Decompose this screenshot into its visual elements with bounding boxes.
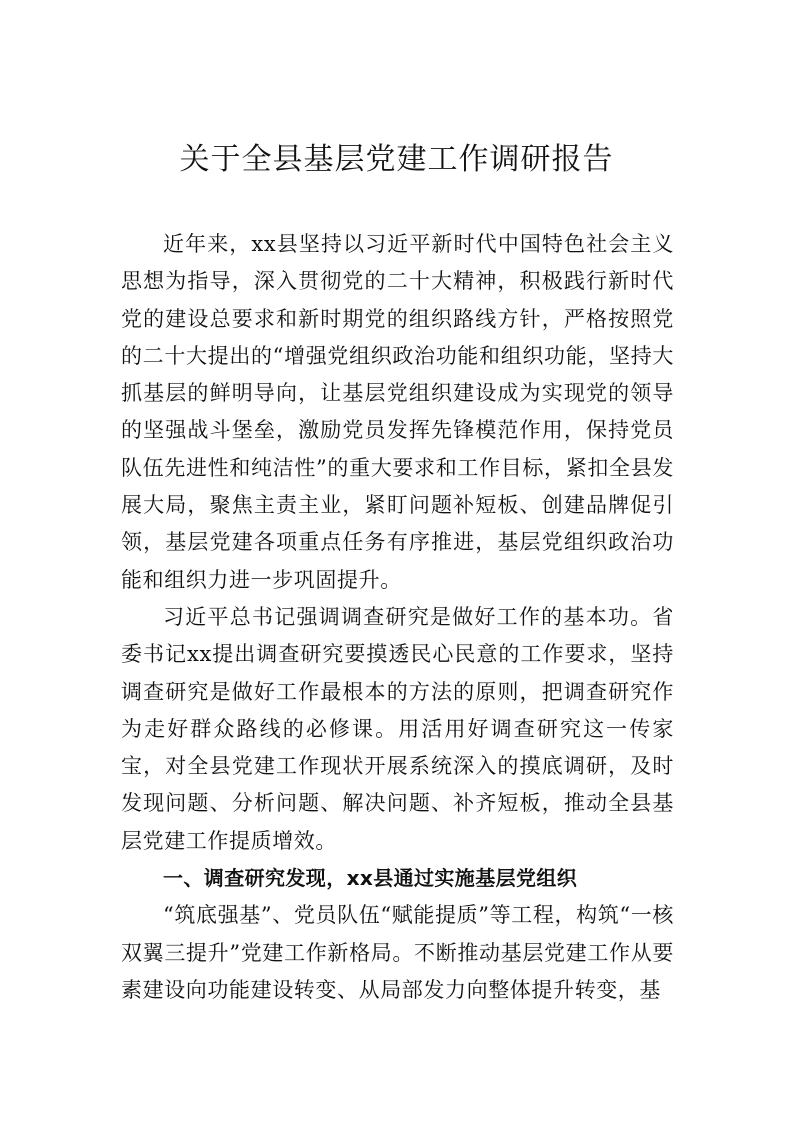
research-paragraph: 习近平总书记强调调查研究是做好工作的基本功。省委书记xx提出调查研究要摸透民心民意的工作要求，坚持调查研究是做好工作最根本的方法的原则，把调查研究作为走好群众路线的必修课。用活用好调查研究这一传家宝，对全县党建工作现状开展系统深入的摸底调研，及时发现问题、分析问题、解决问题、补齐短板，推动全县基层党建工作提质增效。 [121, 604, 674, 853]
document-title: 关于全县基层党建工作调研报告 [179, 142, 614, 177]
section-heading: 一、调查研究发现，xx县通过实施基层党组织 [163, 866, 578, 891]
intro-paragraph: 近年来，xx县坚持以习近平新时代中国特色社会主义思想为指导，深入贯彻党的二十大精神，积极践行新时代党的建设总要求和新时期党的组织路线方针，严格按照党的二十大提出的“增强党组织政治功能和组织功能，坚持大抓基层的鲜明导向，让基层党组织建设成为实现党的领导的坚强战斗堡垒，激励党员发挥先锋模范作用，保持党员队伍先进性和纯洁性”的重大要求和工作目标，紧扣全县发展大局，聚焦主责主业，紧盯问题补短板、创建品牌促引领，基层党建各项重点任务有序推进，基层党组织政治功能和组织力进一步巩固提升。 [121, 232, 674, 592]
document-body [121, 226, 674, 1009]
section-paragraph: “筑底强基”、党员队伍“赋能提质”等工程，构筑“一核双翼三提升”党建工作新格局。不断推动基层党建工作从要素建设向功能建设转变、从局部发力向整体提升转变，基 [121, 903, 674, 1002]
